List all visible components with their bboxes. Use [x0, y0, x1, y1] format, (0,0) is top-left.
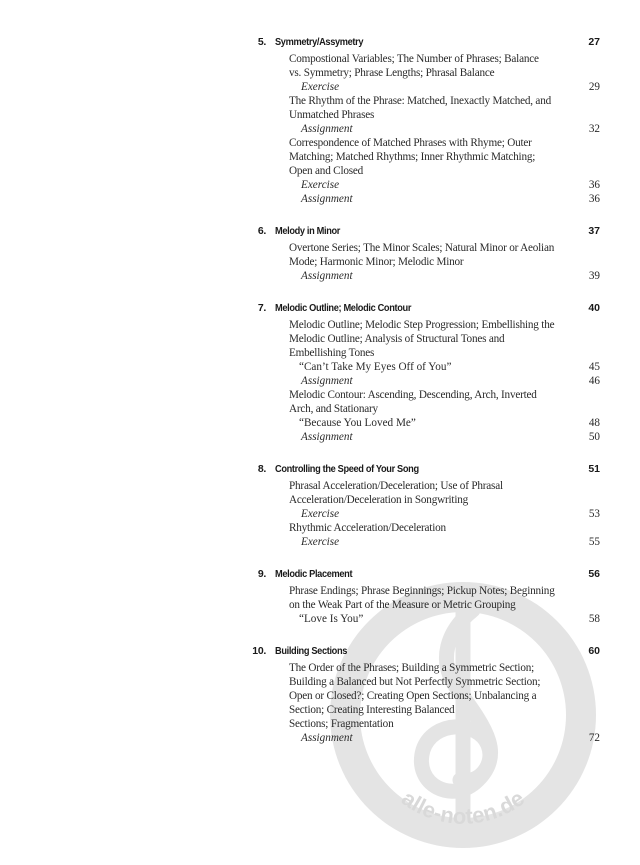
chapter-heading — [250, 645, 600, 659]
entry-text-line: Unmatched Phrases — [289, 109, 375, 121]
chapter-title: Melodic Outline; Melodic Contour — [275, 302, 412, 314]
song-title: “Because You Loved Me” — [299, 417, 416, 429]
sub-entry-page-number: 46 — [588, 375, 600, 387]
toc-chapter — [250, 36, 600, 206]
sub-entry-page-number: 36 — [588, 193, 600, 205]
entry-text-line: Matching; Matched Rhythms; Inner Rhythmic Matching; — [289, 151, 536, 163]
sub-entry-page-number: 55 — [588, 536, 600, 548]
sub-entry-row — [250, 122, 600, 136]
sub-entry-label: Exercise — [301, 508, 340, 520]
chapter-page-number: 60 — [588, 645, 600, 657]
toc-chapter — [250, 302, 600, 444]
chapter-heading — [250, 568, 600, 582]
sub-entry-label: Assignment — [301, 193, 353, 205]
chapter-title: Melodic Placement — [275, 568, 353, 580]
toc-entry — [250, 52, 600, 94]
toc-chapter — [250, 645, 600, 745]
entry-text-line: Phrase Endings; Phrase Beginnings; Pickup Notes; Beginning — [289, 585, 555, 597]
chapter-number: 10. — [252, 645, 266, 657]
chapter-number: 5. — [257, 36, 266, 48]
entry-text-line: Open and Closed — [289, 165, 364, 177]
chapter-number: 9. — [257, 568, 266, 580]
entry-text-line: Melodic Outline; Melodic Step Progression; Embellishing the — [289, 319, 555, 331]
song-title: “Love Is You” — [299, 613, 364, 625]
sub-entry-page-number: 36 — [588, 179, 600, 191]
chapter-title: Controlling the Speed of Your Song — [275, 463, 419, 475]
sub-entry-label: Assignment — [301, 732, 353, 744]
sub-entry-page-number: 53 — [588, 508, 600, 520]
sub-entry-page-number: 32 — [588, 123, 600, 135]
chapter-heading — [250, 36, 600, 50]
watermark-text: alle-noten.de — [397, 785, 529, 829]
toc-entry — [250, 521, 600, 549]
song-title: “Can’t Take My Eyes Off of You” — [299, 361, 452, 373]
sub-entry-page-number: 50 — [588, 431, 600, 443]
entry-text-line: Phrasal Acceleration/Deceleration; Use of Phrasal — [289, 480, 503, 492]
toc-entry — [250, 661, 600, 745]
chapter-title: Symmetry/Assymetry — [275, 36, 364, 48]
toc-entry — [250, 94, 600, 136]
sub-entry-row — [250, 360, 600, 374]
toc-chapter — [250, 568, 600, 626]
entry-text-line: Correspondence of Matched Phrases with Rhyme; Outer — [289, 137, 532, 149]
sub-entry-row — [250, 731, 600, 745]
sub-entry-label: Assignment — [301, 375, 353, 387]
entry-text-line: Compostional Variables; The Number of Phrases; Balance — [289, 53, 539, 65]
entry-text-line: Open or Closed?; Creating Open Sections; Unbalancing a — [289, 690, 537, 702]
entry-text-line: The Rhythm of the Phrase: Matched, Inexactly Matched, and — [289, 95, 551, 107]
toc-chapter — [250, 225, 600, 283]
toc-entry — [250, 479, 600, 521]
entry-text-line: Sections; Fragmentation — [289, 718, 394, 730]
sub-entry-label: Assignment — [301, 431, 353, 443]
sub-entry-row — [250, 535, 600, 549]
sub-entry-row — [250, 612, 600, 626]
sub-entry-label: Assignment — [301, 123, 353, 135]
entry-text-line: The Order of the Phrases; Building a Symmetric Section; — [289, 662, 535, 674]
entry-text-line: Melodic Contour: Ascending, Descending, Arch, Inverted — [289, 389, 537, 401]
chapter-page-number: 40 — [588, 302, 600, 314]
chapter-heading — [250, 225, 600, 239]
entry-text-line: Rhythmic Acceleration/Deceleration — [289, 522, 446, 534]
sub-entry-label: Exercise — [301, 81, 340, 93]
entry-text-line: Overtone Series; The Minor Scales; Natural Minor or Aeolian — [289, 242, 555, 254]
toc-entry — [250, 388, 600, 444]
sub-entry-row — [250, 178, 600, 192]
chapter-heading — [250, 302, 600, 316]
sub-entry-row — [250, 430, 600, 444]
sub-entry-row — [250, 80, 600, 94]
toc-entry — [250, 584, 600, 626]
chapter-number: 8. — [257, 463, 266, 475]
sub-entry-row — [250, 269, 600, 283]
table-of-contents — [250, 36, 600, 764]
toc-entry — [250, 136, 600, 206]
sub-entry-row — [250, 192, 600, 206]
chapter-page-number: 51 — [588, 463, 600, 475]
sub-entry-label: Exercise — [301, 179, 340, 191]
toc-entry — [250, 318, 600, 388]
chapter-page-number: 27 — [588, 36, 600, 48]
chapter-heading — [250, 463, 600, 477]
sub-entry-row — [250, 507, 600, 521]
sub-entry-page-number: 29 — [588, 81, 600, 93]
sub-entry-page-number: 39 — [588, 270, 600, 282]
entry-text-line: Mode; Harmonic Minor; Melodic Minor — [289, 256, 464, 268]
sub-entry-label: Exercise — [301, 536, 340, 548]
entry-text-line: vs. Symmetry; Phrase Lengths; Phrasal Balance — [289, 67, 495, 79]
sub-entry-page-number: 45 — [588, 361, 600, 373]
entry-text-line: Acceleration/Deceleration in Songwriting — [289, 494, 469, 506]
entry-text-line: Melodic Outline; Analysis of Structural Tones and — [289, 333, 505, 345]
sub-entry-row — [250, 374, 600, 388]
entry-text-line: Arch, and Stationary — [289, 403, 378, 415]
sub-entry-page-number: 72 — [588, 732, 600, 744]
chapter-number: 6. — [257, 225, 266, 237]
chapter-title: Melody in Minor — [275, 225, 341, 237]
toc-entry — [250, 241, 600, 283]
sub-entry-page-number: 48 — [588, 417, 600, 429]
sub-entry-label: Assignment — [301, 270, 353, 282]
sub-entry-row — [250, 416, 600, 430]
toc-chapter — [250, 463, 600, 549]
chapter-title: Building Sections — [275, 645, 348, 657]
chapter-page-number: 56 — [588, 568, 600, 580]
chapter-number: 7. — [257, 302, 266, 314]
sub-entry-page-number: 58 — [588, 613, 600, 625]
entry-text-line: Embellishing Tones — [289, 347, 375, 359]
entry-text-line: on the Weak Part of the Measure or Metric Grouping — [289, 599, 516, 611]
chapter-page-number: 37 — [588, 225, 600, 237]
entry-text-line: Section; Creating Interesting Balanced — [289, 704, 455, 716]
entry-text-line: Building a Balanced but Not Perfectly Symmetric Section; — [289, 676, 541, 688]
